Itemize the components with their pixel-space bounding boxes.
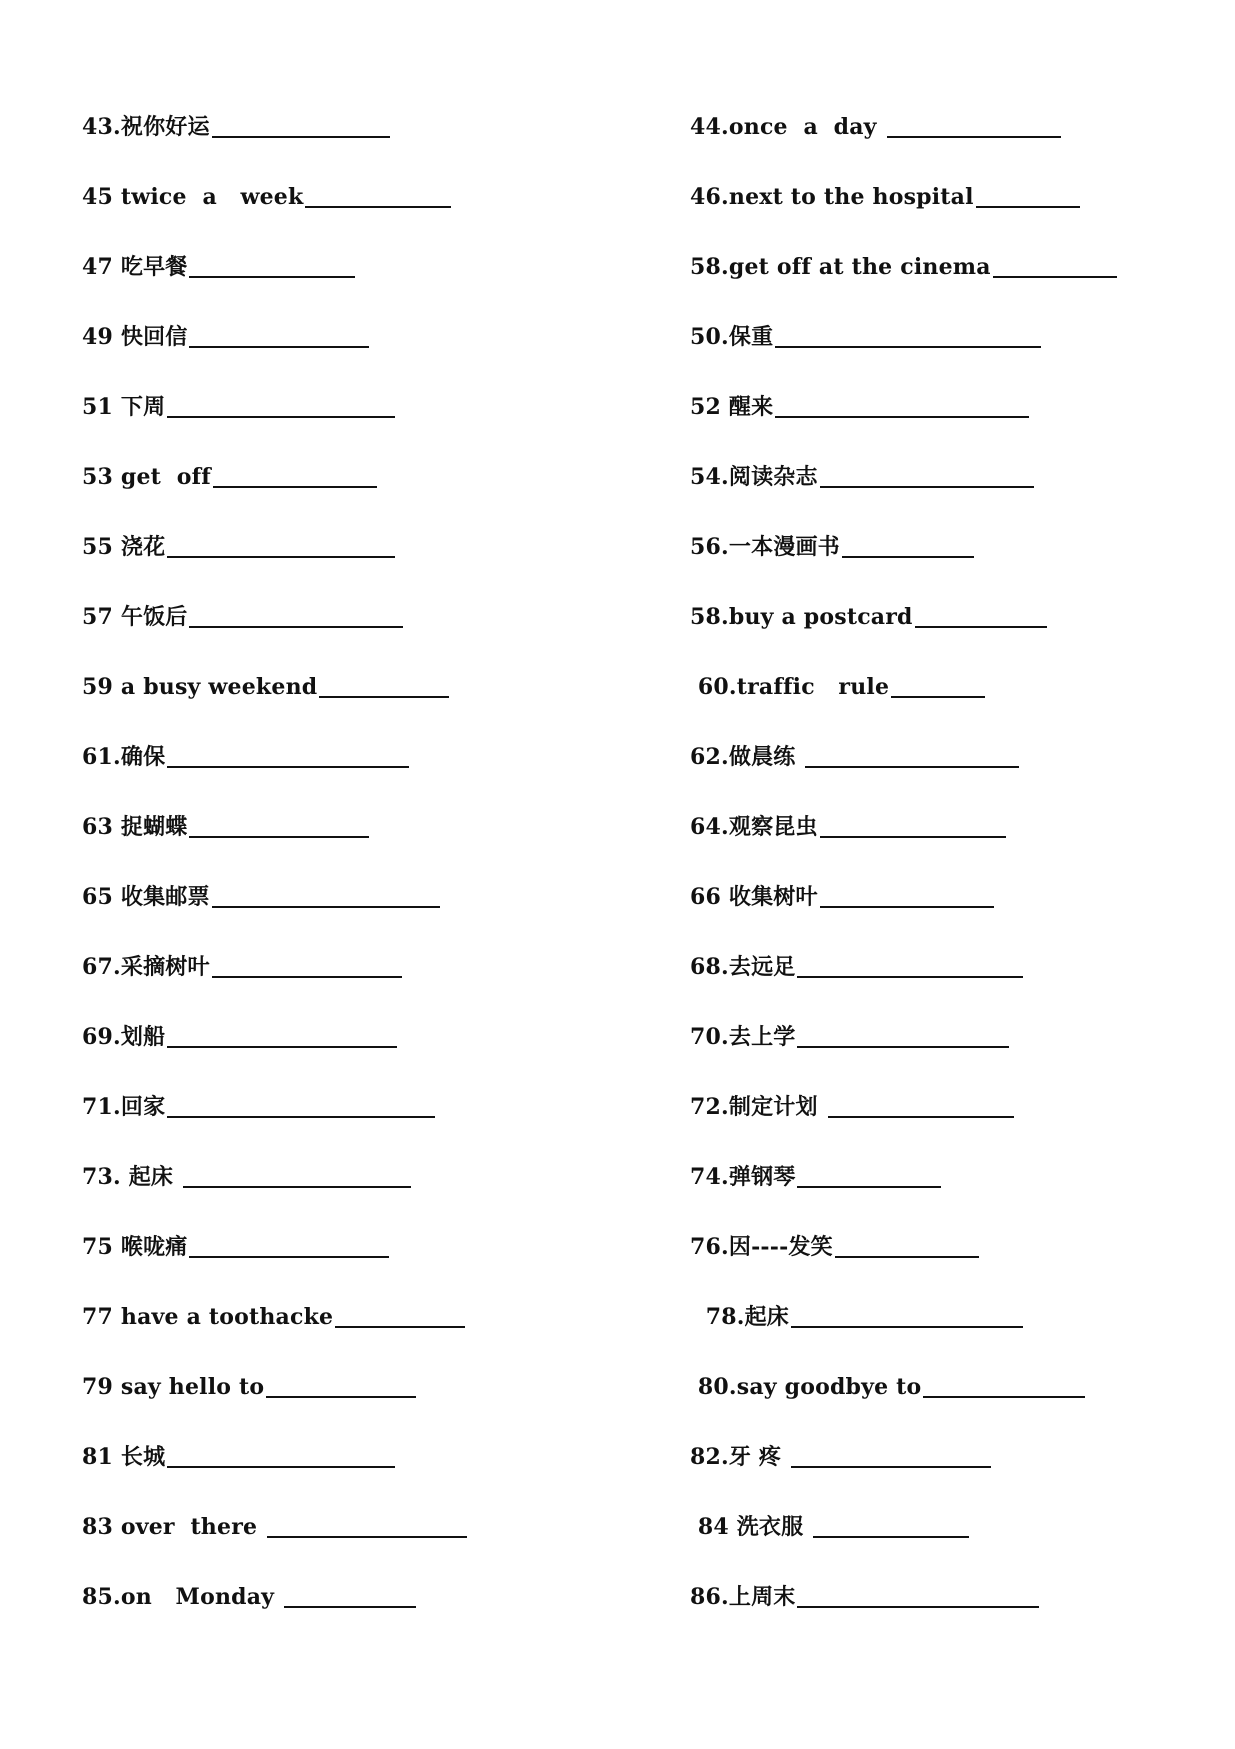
item-label: 61.确保 bbox=[82, 744, 166, 770]
list-item bbox=[82, 1302, 602, 1372]
list-item bbox=[690, 602, 1210, 672]
item-label: 50.保重 bbox=[690, 324, 774, 350]
answer-blank[interactable] bbox=[835, 1232, 979, 1258]
list-item bbox=[82, 1512, 602, 1582]
answer-blank[interactable] bbox=[813, 1512, 969, 1538]
answer-blank[interactable] bbox=[775, 392, 1029, 418]
answer-blank[interactable] bbox=[183, 1162, 411, 1188]
answer-blank[interactable] bbox=[189, 812, 369, 838]
item-label: 47 吃早餐 bbox=[82, 254, 188, 280]
item-label: 57 午饭后 bbox=[82, 604, 188, 630]
list-item bbox=[82, 952, 602, 1022]
answer-blank[interactable] bbox=[993, 252, 1117, 278]
item-label: 56.一本漫画书 bbox=[690, 534, 840, 560]
answer-blank[interactable] bbox=[775, 322, 1041, 348]
list-item bbox=[82, 812, 602, 882]
item-label: 63 捉蝴蝶 bbox=[82, 814, 188, 840]
right-column bbox=[690, 112, 1210, 1652]
item-label: 51 下周 bbox=[82, 394, 166, 420]
list-item bbox=[690, 462, 1210, 532]
list-item bbox=[82, 392, 602, 462]
list-item bbox=[690, 252, 1210, 322]
list-item bbox=[690, 952, 1210, 1022]
item-label: 80.say goodbye to bbox=[690, 1374, 922, 1400]
list-item bbox=[690, 1022, 1210, 1092]
answer-blank[interactable] bbox=[842, 532, 974, 558]
answer-blank[interactable] bbox=[212, 112, 390, 138]
answer-blank[interactable] bbox=[167, 392, 395, 418]
left-column bbox=[82, 112, 602, 1652]
list-item bbox=[690, 1302, 1210, 1372]
answer-blank[interactable] bbox=[167, 1092, 435, 1118]
item-label: 49 快回信 bbox=[82, 324, 188, 350]
list-item bbox=[82, 182, 602, 252]
answer-blank[interactable] bbox=[335, 1302, 465, 1328]
item-label: 78.起床 bbox=[690, 1304, 789, 1330]
list-item bbox=[82, 1442, 602, 1512]
list-item bbox=[690, 112, 1210, 182]
answer-blank[interactable] bbox=[319, 672, 449, 698]
item-label: 55 浇花 bbox=[82, 534, 166, 560]
item-label: 67.采摘树叶 bbox=[82, 954, 210, 980]
answer-blank[interactable] bbox=[820, 882, 994, 908]
answer-blank[interactable] bbox=[820, 462, 1034, 488]
item-label: 52 醒来 bbox=[690, 394, 774, 420]
item-label: 45 twice a week bbox=[82, 184, 304, 210]
item-label: 86.上周末 bbox=[690, 1584, 796, 1610]
list-item bbox=[690, 392, 1210, 462]
answer-blank[interactable] bbox=[189, 602, 403, 628]
list-item bbox=[82, 1022, 602, 1092]
item-label: 71.回家 bbox=[82, 1094, 166, 1120]
list-item bbox=[82, 1232, 602, 1302]
answer-blank[interactable] bbox=[828, 1092, 1014, 1118]
item-label: 76.因----发笑 bbox=[690, 1234, 833, 1260]
answer-blank[interactable] bbox=[797, 1022, 1009, 1048]
list-item bbox=[690, 742, 1210, 812]
answer-blank[interactable] bbox=[915, 602, 1047, 628]
list-item bbox=[690, 1582, 1210, 1652]
item-label: 72.制定计划 bbox=[690, 1094, 826, 1120]
answer-blank[interactable] bbox=[976, 182, 1080, 208]
list-item bbox=[82, 1372, 602, 1442]
item-label: 54.阅读杂志 bbox=[690, 464, 818, 490]
answer-blank[interactable] bbox=[797, 1162, 941, 1188]
list-item bbox=[690, 812, 1210, 882]
list-item bbox=[82, 252, 602, 322]
list-item bbox=[82, 532, 602, 602]
list-item bbox=[690, 182, 1210, 252]
item-label: 70.去上学 bbox=[690, 1024, 796, 1050]
list-item bbox=[82, 672, 602, 742]
item-label: 58.get off at the cinema bbox=[690, 254, 991, 280]
answer-blank[interactable] bbox=[887, 112, 1061, 138]
list-item bbox=[690, 1442, 1210, 1512]
list-item bbox=[690, 322, 1210, 392]
list-item bbox=[82, 882, 602, 952]
item-label: 44.once a day bbox=[690, 114, 885, 140]
item-label: 60.traffic rule bbox=[690, 674, 890, 700]
answer-blank[interactable] bbox=[212, 952, 402, 978]
answer-blank[interactable] bbox=[189, 252, 355, 278]
list-item bbox=[690, 1372, 1210, 1442]
item-label: 68.去远足 bbox=[690, 954, 796, 980]
answer-blank[interactable] bbox=[891, 672, 985, 698]
answer-blank[interactable] bbox=[167, 1022, 397, 1048]
answer-blank[interactable] bbox=[189, 322, 369, 348]
item-label: 81 长城 bbox=[82, 1444, 166, 1470]
item-label: 53 get off bbox=[82, 464, 211, 490]
item-label: 58.buy a postcard bbox=[690, 604, 913, 630]
list-item bbox=[82, 1162, 602, 1232]
answer-blank[interactable] bbox=[791, 1302, 1023, 1328]
item-label: 74.弹钢琴 bbox=[690, 1164, 796, 1190]
item-label: 69.划船 bbox=[82, 1024, 166, 1050]
item-label: 65 收集邮票 bbox=[82, 884, 210, 910]
list-item bbox=[82, 322, 602, 392]
answer-blank[interactable] bbox=[189, 1232, 389, 1258]
answer-blank[interactable] bbox=[820, 812, 1006, 838]
item-label: 85.on Monday bbox=[82, 1584, 283, 1610]
answer-blank[interactable] bbox=[791, 1442, 991, 1468]
item-label: 73. 起床 bbox=[82, 1164, 181, 1190]
answer-blank[interactable] bbox=[797, 952, 1023, 978]
item-label: 75 喉咙痛 bbox=[82, 1234, 188, 1260]
item-label: 84 洗衣服 bbox=[690, 1514, 812, 1540]
item-label: 43.祝你好运 bbox=[82, 114, 210, 140]
list-item bbox=[82, 602, 602, 672]
list-item bbox=[690, 672, 1210, 742]
item-label: 62.做晨练 bbox=[690, 744, 804, 770]
list-item bbox=[82, 742, 602, 812]
list-item bbox=[82, 1582, 602, 1652]
answer-blank[interactable] bbox=[797, 1582, 1039, 1608]
item-label: 82.牙 疼 bbox=[690, 1444, 789, 1470]
list-item bbox=[690, 1092, 1210, 1162]
answer-blank[interactable] bbox=[805, 742, 1019, 768]
list-item bbox=[82, 112, 602, 182]
answer-blank[interactable] bbox=[167, 742, 409, 768]
list-item bbox=[82, 1092, 602, 1162]
item-label: 66 收集树叶 bbox=[690, 884, 818, 910]
answer-blank[interactable] bbox=[305, 182, 451, 208]
item-label: 79 say hello to bbox=[82, 1374, 265, 1400]
list-item bbox=[690, 882, 1210, 952]
list-item bbox=[690, 532, 1210, 602]
answer-blank[interactable] bbox=[213, 462, 377, 488]
answer-blank[interactable] bbox=[923, 1372, 1085, 1398]
answer-blank[interactable] bbox=[266, 1372, 416, 1398]
answer-blank[interactable] bbox=[167, 532, 395, 558]
list-item bbox=[690, 1512, 1210, 1582]
answer-blank[interactable] bbox=[267, 1512, 467, 1538]
item-label: 64.观察昆虫 bbox=[690, 814, 818, 840]
item-label: 83 over there bbox=[82, 1514, 266, 1540]
item-label: 46.next to the hospital bbox=[690, 184, 974, 210]
list-item bbox=[690, 1162, 1210, 1232]
list-item bbox=[82, 462, 602, 532]
answer-blank[interactable] bbox=[212, 882, 440, 908]
answer-blank[interactable] bbox=[284, 1582, 416, 1608]
answer-blank[interactable] bbox=[167, 1442, 395, 1468]
item-label: 77 have a toothacke bbox=[82, 1304, 334, 1330]
list-item bbox=[690, 1232, 1210, 1302]
item-label: 59 a busy weekend bbox=[82, 674, 318, 700]
